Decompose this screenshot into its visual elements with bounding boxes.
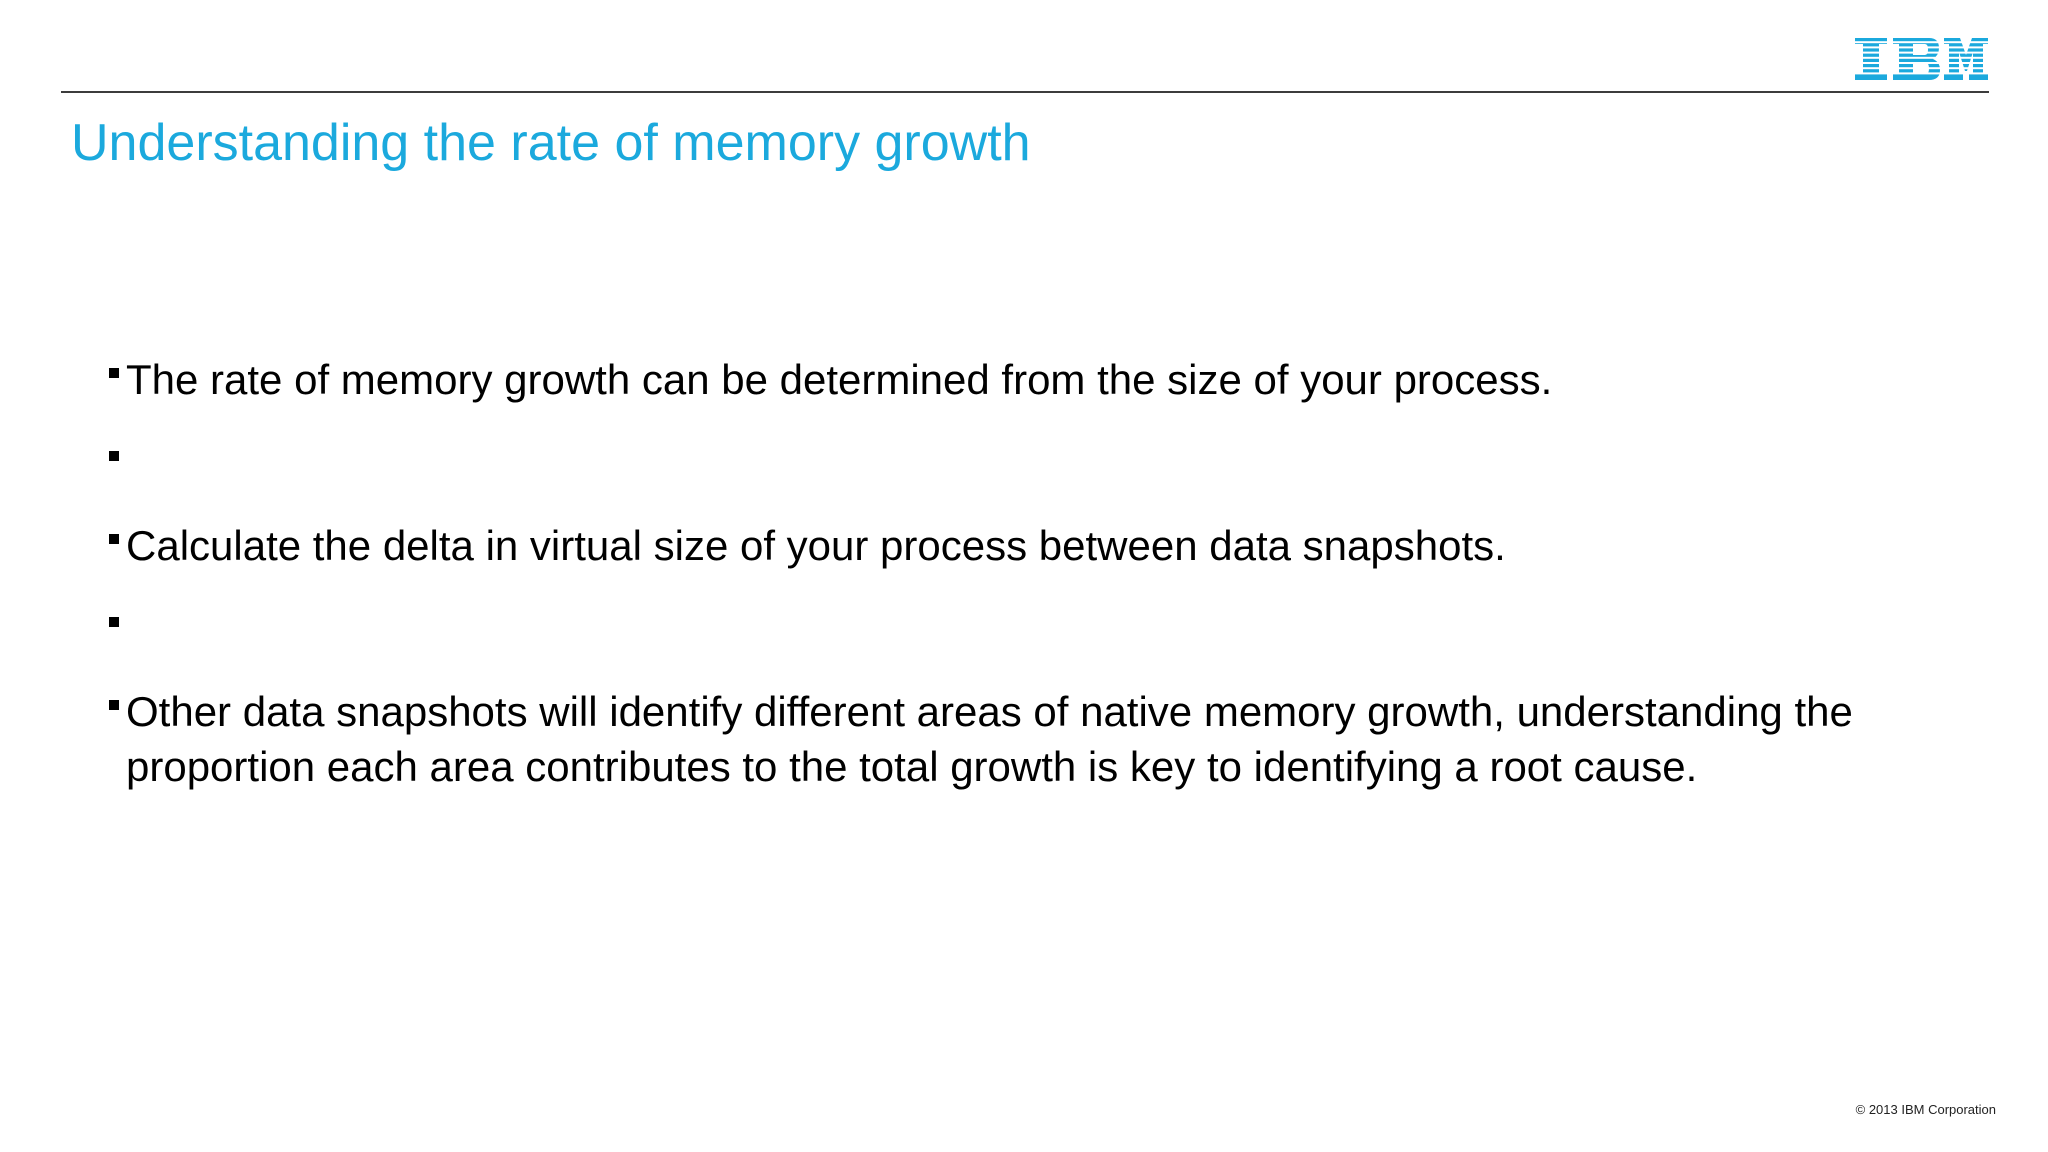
bullet-square-icon bbox=[109, 700, 119, 710]
bullet-text: Other data snapshots will identify different areas of native memory growth, understanding the proportion each area contributes to the total growth is key to identifying a root cause. bbox=[126, 688, 1853, 790]
copyright-footer: © 2013 IBM Corporation bbox=[1855, 1102, 1996, 1117]
slide-title: Understanding the rate of memory growth bbox=[71, 114, 1031, 172]
bullet-list bbox=[105, 352, 1985, 794]
bullet-square-icon bbox=[109, 368, 119, 378]
bullet-text: Calculate the delta in virtual size of your process between data snapshots. bbox=[126, 522, 1506, 569]
bullet-text: The rate of memory growth can be determined from the size of your process. bbox=[126, 356, 1553, 403]
bullet-item bbox=[105, 601, 1985, 656]
bullet-item bbox=[105, 518, 1985, 573]
bullet-item bbox=[105, 352, 1985, 407]
bullet-square-icon bbox=[109, 617, 119, 627]
bullet-item bbox=[105, 435, 1985, 490]
bullet-text bbox=[126, 601, 1985, 656]
ibm-logo bbox=[1855, 38, 1988, 80]
header-divider bbox=[61, 91, 1989, 93]
bullet-square-icon bbox=[109, 451, 119, 461]
bullet-square-icon bbox=[109, 534, 119, 544]
bullet-text bbox=[126, 435, 1985, 490]
bullet-item bbox=[105, 684, 1985, 794]
